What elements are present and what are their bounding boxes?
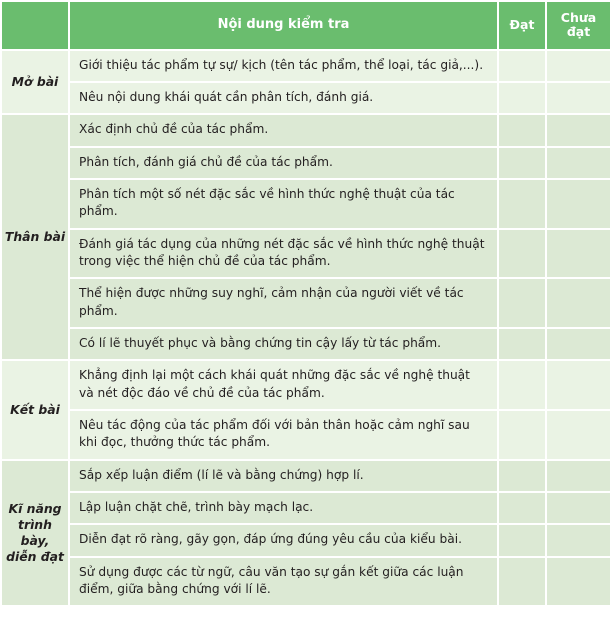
table-row <box>1 557 610 607</box>
header-pass-col: Đạt <box>498 1 546 50</box>
fail-checkbox-cell[interactable] <box>546 147 610 179</box>
criterion-cell: Sử dụng được các từ ngữ, câu văn tạo sự gắn kết giữa các luận điểm, giữa bằng chứng với lí lẽ. <box>69 557 498 607</box>
pass-checkbox-cell[interactable] <box>498 460 546 492</box>
header-content-col: Nội dung kiểm tra <box>69 1 498 50</box>
pass-checkbox-cell[interactable] <box>498 410 546 460</box>
pass-checkbox-cell[interactable] <box>498 360 546 410</box>
header-row <box>1 1 610 50</box>
section-label-cell: Mở bài <box>1 50 69 115</box>
fail-checkbox-cell[interactable] <box>546 328 610 360</box>
section-label-cell: Thân bài <box>1 114 69 360</box>
pass-checkbox-cell[interactable] <box>498 229 546 279</box>
table-row <box>1 50 610 82</box>
header-fail-col: Chưa đạt <box>546 1 610 50</box>
table-row <box>1 179 610 229</box>
pass-checkbox-cell[interactable] <box>498 278 546 328</box>
criterion-cell: Giới thiệu tác phẩm tự sự/ kịch (tên tác phẩm, thể loại, tác giả,...). <box>69 50 498 82</box>
fail-checkbox-cell[interactable] <box>546 229 610 279</box>
section-label-cell: Kĩ năng trình bày, diễn đạt <box>1 460 69 607</box>
pass-checkbox-cell[interactable] <box>498 50 546 82</box>
criterion-cell: Diễn đạt rõ ràng, gãy gọn, đáp ứng đúng yêu cầu của kiểu bài. <box>69 524 498 556</box>
criterion-cell: Thể hiện được những suy nghĩ, cảm nhận của người viết về tác phẩm. <box>69 278 498 328</box>
fail-checkbox-cell[interactable] <box>546 492 610 524</box>
table-row <box>1 524 610 556</box>
table-row <box>1 278 610 328</box>
criterion-cell: Sắp xếp luận điểm (lí lẽ và bằng chứng) hợp lí. <box>69 460 498 492</box>
criterion-cell: Phân tích một số nét đặc sắc về hình thức nghệ thuật của tác phẩm. <box>69 179 498 229</box>
criterion-cell: Xác định chủ đề của tác phẩm. <box>69 114 498 146</box>
pass-checkbox-cell[interactable] <box>498 179 546 229</box>
pass-checkbox-cell[interactable] <box>498 82 546 114</box>
table-row <box>1 114 610 146</box>
criterion-cell: Đánh giá tác dụng của những nét đặc sắc về hình thức nghệ thuật trong việc thể hiện chủ đề của tác phẩm. <box>69 229 498 279</box>
fail-checkbox-cell[interactable] <box>546 278 610 328</box>
fail-checkbox-cell[interactable] <box>546 360 610 410</box>
table-row <box>1 229 610 279</box>
table-row <box>1 147 610 179</box>
fail-checkbox-cell[interactable] <box>546 410 610 460</box>
table-body <box>1 50 610 607</box>
criterion-cell: Phân tích, đánh giá chủ đề của tác phẩm. <box>69 147 498 179</box>
pass-checkbox-cell[interactable] <box>498 524 546 556</box>
table-header <box>1 1 610 50</box>
table-row <box>1 82 610 114</box>
criterion-cell: Nêu nội dung khái quát cần phân tích, đánh giá. <box>69 82 498 114</box>
fail-checkbox-cell[interactable] <box>546 50 610 82</box>
criterion-cell: Khẳng định lại một cách khái quát những đặc sắc về nghệ thuật và nét độc đáo về chủ đề của tác phẩm. <box>69 360 498 410</box>
pass-checkbox-cell[interactable] <box>498 328 546 360</box>
criterion-cell: Có lí lẽ thuyết phục và bằng chứng tin cậy lấy từ tác phẩm. <box>69 328 498 360</box>
pass-checkbox-cell[interactable] <box>498 147 546 179</box>
pass-checkbox-cell[interactable] <box>498 492 546 524</box>
fail-checkbox-cell[interactable] <box>546 557 610 607</box>
criterion-cell: Lập luận chặt chẽ, trình bày mạch lạc. <box>69 492 498 524</box>
pass-checkbox-cell[interactable] <box>498 557 546 607</box>
fail-checkbox-cell[interactable] <box>546 460 610 492</box>
table-row <box>1 328 610 360</box>
fail-checkbox-cell[interactable] <box>546 114 610 146</box>
criterion-cell: Nêu tác động của tác phẩm đối với bản thân hoặc cảm nghĩ sau khi đọc, thưởng thức tác phẩm. <box>69 410 498 460</box>
table-row <box>1 410 610 460</box>
fail-checkbox-cell[interactable] <box>546 524 610 556</box>
fail-checkbox-cell[interactable] <box>546 82 610 114</box>
table-row <box>1 492 610 524</box>
table-row <box>1 460 610 492</box>
fail-checkbox-cell[interactable] <box>546 179 610 229</box>
section-label-cell: Kết bài <box>1 360 69 459</box>
table-row <box>1 360 610 410</box>
header-section-col <box>1 1 69 50</box>
pass-checkbox-cell[interactable] <box>498 114 546 146</box>
